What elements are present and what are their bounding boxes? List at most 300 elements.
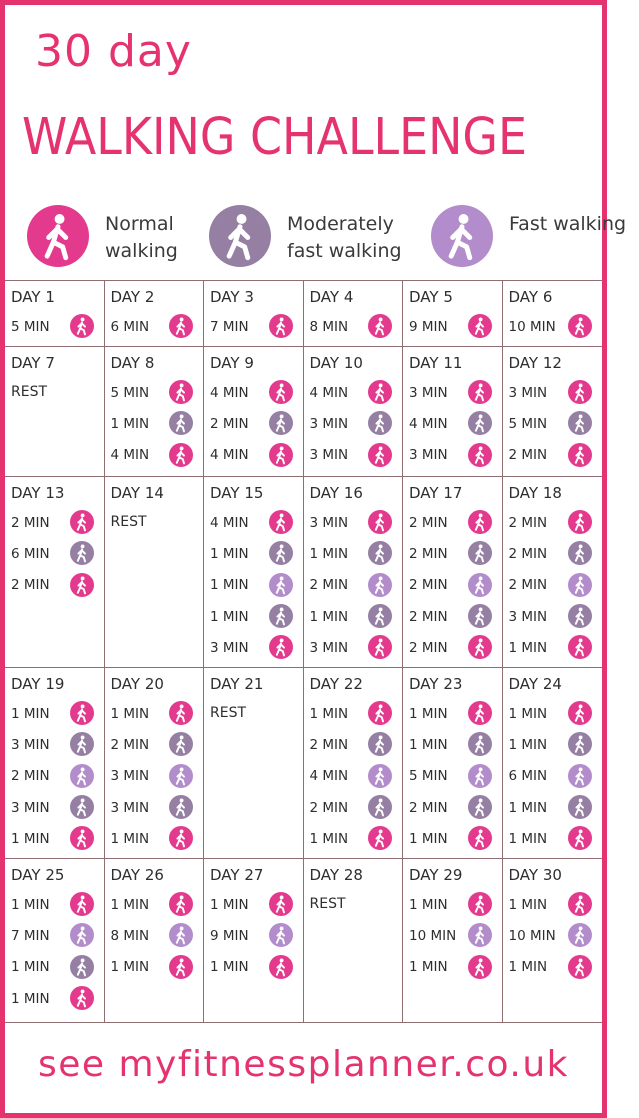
walker-icon: [269, 314, 293, 338]
walker-icon: [568, 443, 592, 467]
duration-label: 9 MIN: [210, 927, 249, 944]
day-cell: [403, 281, 503, 347]
walker-icon: [269, 541, 293, 565]
walker-icon: [368, 701, 392, 725]
walk-entry: [509, 792, 599, 823]
duration-label: 1 MIN: [210, 577, 249, 594]
walker-icon: [269, 443, 293, 467]
walk-entry: [509, 889, 599, 920]
walk-entry: [210, 377, 299, 408]
walker-icon: [269, 635, 293, 659]
walker-icon: [568, 314, 592, 338]
duration-label: 2 MIN: [309, 799, 349, 816]
walker-icon: [468, 955, 492, 979]
walker-icon: [70, 795, 94, 819]
walk-entry: [210, 570, 299, 601]
day-cell: [503, 281, 603, 347]
day-cell: [304, 281, 404, 347]
walker-icon: [368, 795, 392, 819]
day-label: DAY 12: [508, 354, 562, 372]
walk-entry: [409, 792, 498, 823]
duration-label: 3 MIN: [508, 608, 548, 625]
day-label: DAY 24: [508, 675, 562, 693]
duration-label: 2 MIN: [508, 577, 548, 594]
day-cell: [5, 281, 105, 347]
duration-label: 2 MIN: [409, 577, 448, 594]
duration-label: 1 MIN: [110, 705, 150, 722]
walker-icon: [368, 573, 392, 597]
walker-icon: [568, 604, 592, 628]
walker-icon: [368, 604, 392, 628]
walk-entry: [409, 311, 498, 342]
walker-icon: [368, 314, 392, 338]
walk-entry: [210, 440, 299, 471]
duration-label: 3 MIN: [11, 799, 50, 816]
duration-label: 2 MIN: [409, 545, 448, 562]
walk-entry: [111, 920, 200, 951]
walker-icon: [269, 604, 293, 628]
walker-icon: [269, 380, 293, 404]
walk-entry: [210, 952, 299, 983]
walk-entry: [409, 632, 498, 663]
day-cell: [5, 347, 105, 477]
duration-label: 4 MIN: [210, 447, 249, 464]
walker-icon: [568, 411, 592, 435]
duration-label: 3 MIN: [309, 447, 349, 464]
day-label: DAY 28: [309, 866, 363, 884]
walker-icon: [368, 443, 392, 467]
walk-entry: [210, 601, 299, 632]
walker-icon: [568, 380, 592, 404]
duration-label: 2 MIN: [110, 736, 150, 753]
walk-entry: [509, 440, 599, 471]
day-label: DAY 9: [210, 354, 254, 372]
walk-entry: [11, 570, 100, 601]
duration-label: 1 MIN: [508, 896, 548, 913]
duration-label: 4 MIN: [110, 447, 150, 464]
walk-entry: [409, 920, 498, 951]
walk-entry: [111, 440, 200, 471]
day-label: DAY 23: [409, 675, 463, 693]
walker-icon: [169, 701, 193, 725]
legend-moderate-label: Moderately fast walking: [287, 213, 402, 262]
duration-label: 2 MIN: [508, 545, 548, 562]
day-label: DAY 21: [210, 675, 264, 693]
day-label: DAY 6: [508, 288, 553, 306]
duration-label: 3 MIN: [110, 768, 150, 785]
walk-entry: [210, 920, 299, 951]
walk-entry: [111, 761, 200, 792]
walker-icon: [169, 955, 193, 979]
day-label: DAY 1: [11, 288, 55, 306]
walker-icon: [169, 826, 193, 850]
walk-entry: [210, 889, 299, 920]
walker-icon: [70, 892, 94, 916]
walk-entry: [310, 377, 399, 408]
rest-label: REST: [11, 384, 48, 400]
day-cell: [204, 668, 304, 859]
title-line-2: WALKING CHALLENGE: [22, 108, 527, 167]
walk-entry: [409, 761, 498, 792]
walker-icon: [368, 732, 392, 756]
walk-entry: [11, 983, 100, 1014]
day-cell: [5, 477, 105, 668]
walk-entry: [11, 507, 100, 538]
duration-label: 2 MIN: [11, 577, 50, 594]
walker-icon: [169, 732, 193, 756]
day-label: DAY 27: [210, 866, 264, 884]
walk-entry: [111, 729, 200, 760]
walk-entry: [11, 761, 100, 792]
duration-label: 4 MIN: [210, 514, 249, 531]
day-label: DAY 4: [309, 288, 354, 306]
walk-entry: [310, 440, 399, 471]
duration-label: 1 MIN: [110, 959, 150, 976]
duration-label: 4 MIN: [309, 768, 349, 785]
day-cell: [304, 477, 404, 668]
duration-label: 2 MIN: [11, 514, 50, 531]
day-cell: [5, 668, 105, 859]
walk-entry: [409, 570, 498, 601]
duration-label: 3 MIN: [309, 514, 349, 531]
day-label: DAY 19: [11, 675, 65, 693]
day-label: DAY 5: [409, 288, 453, 306]
walker-icon: [70, 541, 94, 565]
duration-label: 5 MIN: [11, 318, 50, 335]
duration-label: 1 MIN: [110, 415, 150, 432]
walk-entry: [409, 889, 498, 920]
challenge-grid: [5, 280, 602, 1026]
day-cell: [403, 347, 503, 477]
walk-entry: [11, 698, 100, 729]
duration-label: 2 MIN: [409, 799, 448, 816]
walker-icon: [468, 701, 492, 725]
walk-entry: [111, 698, 200, 729]
walk-entry: [111, 823, 200, 854]
duration-label: 2 MIN: [309, 736, 349, 753]
duration-label: 3 MIN: [309, 415, 349, 432]
walker-icon: [468, 826, 492, 850]
day-cell: [503, 347, 603, 477]
walk-entry: [509, 729, 599, 760]
walk-entry: [509, 377, 599, 408]
walker-icon: [368, 764, 392, 788]
walk-entry: [210, 632, 299, 663]
day-cell: [503, 668, 603, 859]
walker-icon: [568, 955, 592, 979]
walk-entry: [509, 507, 599, 538]
walk-entry: [310, 729, 399, 760]
walk-entry: [111, 311, 200, 342]
day-cell: [403, 668, 503, 859]
walk-entry: [310, 698, 399, 729]
walk-entry: [11, 952, 100, 983]
day-cell: [204, 859, 304, 1023]
duration-label: 5 MIN: [508, 415, 548, 432]
walk-entry: [509, 698, 599, 729]
walk-entry: [409, 952, 498, 983]
day-label: DAY 11: [409, 354, 463, 372]
duration-label: 1 MIN: [210, 896, 249, 913]
walk-entry: [409, 538, 498, 569]
walk-entry: [509, 408, 599, 439]
walker-icon: [368, 541, 392, 565]
duration-label: 2 MIN: [508, 514, 548, 531]
footer-website: see myfitnessplanner.co.uk: [37, 1044, 570, 1085]
duration-label: 1 MIN: [309, 545, 349, 562]
walker-icon: [568, 764, 592, 788]
walk-entry: [310, 601, 399, 632]
walk-entry: [111, 889, 200, 920]
day-label: DAY 2: [110, 288, 155, 306]
walk-entry: [409, 729, 498, 760]
day-cell: [105, 859, 205, 1023]
day-label: DAY 18: [508, 484, 562, 502]
day-cell: [304, 668, 404, 859]
walker-icon: [269, 573, 293, 597]
walk-entry: [509, 632, 599, 663]
walker-icon: [269, 923, 293, 947]
duration-label: 2 MIN: [409, 639, 448, 656]
day-cell: [204, 281, 304, 347]
day-cell: [503, 477, 603, 668]
day-cell: [105, 281, 205, 347]
walk-entry: [310, 823, 399, 854]
walker-icon: [70, 510, 94, 534]
walker-icon: [468, 541, 492, 565]
walk-entry: [111, 792, 200, 823]
walker-icon: [269, 955, 293, 979]
duration-label: 1 MIN: [11, 705, 50, 722]
walk-entry: [310, 311, 399, 342]
duration-label: 2 MIN: [309, 577, 349, 594]
rest-label: REST: [210, 705, 247, 721]
day-cell: [304, 859, 404, 1023]
duration-label: 1 MIN: [409, 705, 448, 722]
duration-label: 3 MIN: [508, 384, 548, 401]
walk-entry: [11, 311, 100, 342]
duration-label: 1 MIN: [210, 959, 249, 976]
walk-entry: [11, 538, 100, 569]
walker-icon: [468, 764, 492, 788]
duration-label: 3 MIN: [11, 736, 50, 753]
walker-icon: [70, 986, 94, 1010]
duration-label: 1 MIN: [508, 799, 548, 816]
walker-icon: [27, 205, 89, 267]
walker-icon: [368, 826, 392, 850]
walk-entry: [509, 823, 599, 854]
walk-entry: [210, 507, 299, 538]
walk-entry: [11, 823, 100, 854]
day-label: DAY 13: [11, 484, 65, 502]
duration-label: 1 MIN: [409, 736, 448, 753]
walker-icon: [169, 443, 193, 467]
duration-label: 8 MIN: [110, 927, 150, 944]
duration-label: 1 MIN: [309, 830, 349, 847]
duration-label: 10 MIN: [508, 318, 556, 335]
walker-icon: [568, 510, 592, 534]
walker-icon: [269, 892, 293, 916]
duration-label: 2 MIN: [210, 415, 249, 432]
duration-label: 7 MIN: [210, 318, 249, 335]
walker-icon: [70, 314, 94, 338]
walk-entry: [11, 920, 100, 951]
walker-icon: [468, 732, 492, 756]
day-label: DAY 30: [508, 866, 562, 884]
day-cell: [105, 477, 205, 668]
walker-icon: [169, 314, 193, 338]
walk-entry: [409, 377, 498, 408]
day-cell: [403, 477, 503, 668]
duration-label: 1 MIN: [409, 830, 448, 847]
walk-entry: [509, 920, 599, 951]
duration-label: 1 MIN: [309, 705, 349, 722]
walk-entry: [509, 952, 599, 983]
day-cell: [204, 347, 304, 477]
duration-label: 4 MIN: [309, 384, 349, 401]
walker-icon: [269, 411, 293, 435]
duration-label: 1 MIN: [508, 830, 548, 847]
walker-icon: [568, 795, 592, 819]
walker-icon: [368, 380, 392, 404]
walker-icon: [468, 510, 492, 534]
walker-icon: [468, 795, 492, 819]
duration-label: 2 MIN: [409, 608, 448, 625]
duration-label: 1 MIN: [409, 959, 448, 976]
day-label: DAY 16: [309, 484, 363, 502]
walk-entry: [509, 311, 599, 342]
walk-entry: [111, 408, 200, 439]
walker-icon: [568, 892, 592, 916]
walker-icon: [169, 411, 193, 435]
walker-icon: [568, 541, 592, 565]
walk-entry: [310, 632, 399, 663]
duration-label: 1 MIN: [11, 896, 50, 913]
walker-icon: [468, 314, 492, 338]
day-label: DAY 3: [210, 288, 254, 306]
duration-label: 9 MIN: [409, 318, 448, 335]
day-cell: [105, 347, 205, 477]
walker-icon: [368, 635, 392, 659]
day-cell: [503, 859, 603, 1023]
walker-icon: [468, 892, 492, 916]
duration-label: 3 MIN: [409, 384, 448, 401]
duration-label: 7 MIN: [11, 927, 50, 944]
duration-label: 4 MIN: [210, 384, 249, 401]
duration-label: 1 MIN: [11, 959, 50, 976]
walker-icon: [431, 205, 493, 267]
day-label: DAY 14: [110, 484, 164, 502]
day-cell: [403, 859, 503, 1023]
day-label: DAY 10: [309, 354, 363, 372]
duration-label: 1 MIN: [110, 896, 150, 913]
walk-entry: [409, 408, 498, 439]
day-label: DAY 26: [110, 866, 164, 884]
walk-entry: [11, 729, 100, 760]
walker-icon: [169, 764, 193, 788]
walk-entry: [11, 792, 100, 823]
walk-entry: [310, 507, 399, 538]
duration-label: 3 MIN: [309, 639, 349, 656]
duration-label: 6 MIN: [508, 768, 548, 785]
walker-icon: [169, 795, 193, 819]
walker-icon: [568, 701, 592, 725]
title-line-1: 30 day: [35, 26, 192, 77]
day-cell: [304, 347, 404, 477]
duration-label: 3 MIN: [409, 447, 448, 464]
duration-label: 2 MIN: [508, 447, 548, 464]
duration-label: 6 MIN: [110, 318, 150, 335]
walker-icon: [70, 923, 94, 947]
walker-icon: [468, 604, 492, 628]
walk-entry: [509, 761, 599, 792]
duration-label: 1 MIN: [110, 830, 150, 847]
duration-label: 8 MIN: [309, 318, 349, 335]
duration-label: 10 MIN: [508, 927, 556, 944]
walker-icon: [468, 635, 492, 659]
walk-entry: [509, 570, 599, 601]
walk-entry: [310, 570, 399, 601]
walker-icon: [169, 923, 193, 947]
duration-label: 10 MIN: [409, 927, 457, 944]
walk-entry: [310, 761, 399, 792]
day-label: DAY 17: [409, 484, 463, 502]
walker-icon: [70, 732, 94, 756]
day-cell: [204, 477, 304, 668]
day-cell: [105, 668, 205, 859]
walk-entry: [509, 601, 599, 632]
walker-icon: [269, 510, 293, 534]
legend-fast-label: Fast walking: [509, 213, 627, 235]
duration-label: 1 MIN: [508, 639, 548, 656]
walk-entry: [210, 311, 299, 342]
duration-label: 2 MIN: [409, 514, 448, 531]
walk-entry: [210, 408, 299, 439]
legend-normal-label: Normal walking: [105, 213, 178, 262]
duration-label: 4 MIN: [409, 415, 448, 432]
walker-icon: [70, 701, 94, 725]
walker-icon: [568, 826, 592, 850]
walk-entry: [409, 823, 498, 854]
duration-label: 3 MIN: [110, 799, 150, 816]
day-cell: [5, 859, 105, 1023]
duration-label: 1 MIN: [210, 608, 249, 625]
walk-entry: [310, 792, 399, 823]
duration-label: 1 MIN: [11, 990, 50, 1007]
walk-entry: [111, 377, 200, 408]
walk-entry: [111, 952, 200, 983]
walker-icon: [468, 411, 492, 435]
day-label: DAY 29: [409, 866, 463, 884]
duration-label: 5 MIN: [409, 768, 448, 785]
walker-icon: [70, 573, 94, 597]
walker-icon: [468, 380, 492, 404]
day-label: DAY 15: [210, 484, 264, 502]
day-label: DAY 20: [110, 675, 164, 693]
duration-label: 1 MIN: [409, 896, 448, 913]
walk-entry: [409, 601, 498, 632]
walker-icon: [468, 443, 492, 467]
walker-icon: [568, 573, 592, 597]
walk-entry: [409, 440, 498, 471]
duration-label: 1 MIN: [309, 608, 349, 625]
walker-icon: [169, 892, 193, 916]
walk-entry: [409, 698, 498, 729]
walk-entry: [409, 507, 498, 538]
duration-label: 3 MIN: [210, 639, 249, 656]
day-label: DAY 8: [110, 354, 155, 372]
rest-label: REST: [309, 896, 346, 912]
